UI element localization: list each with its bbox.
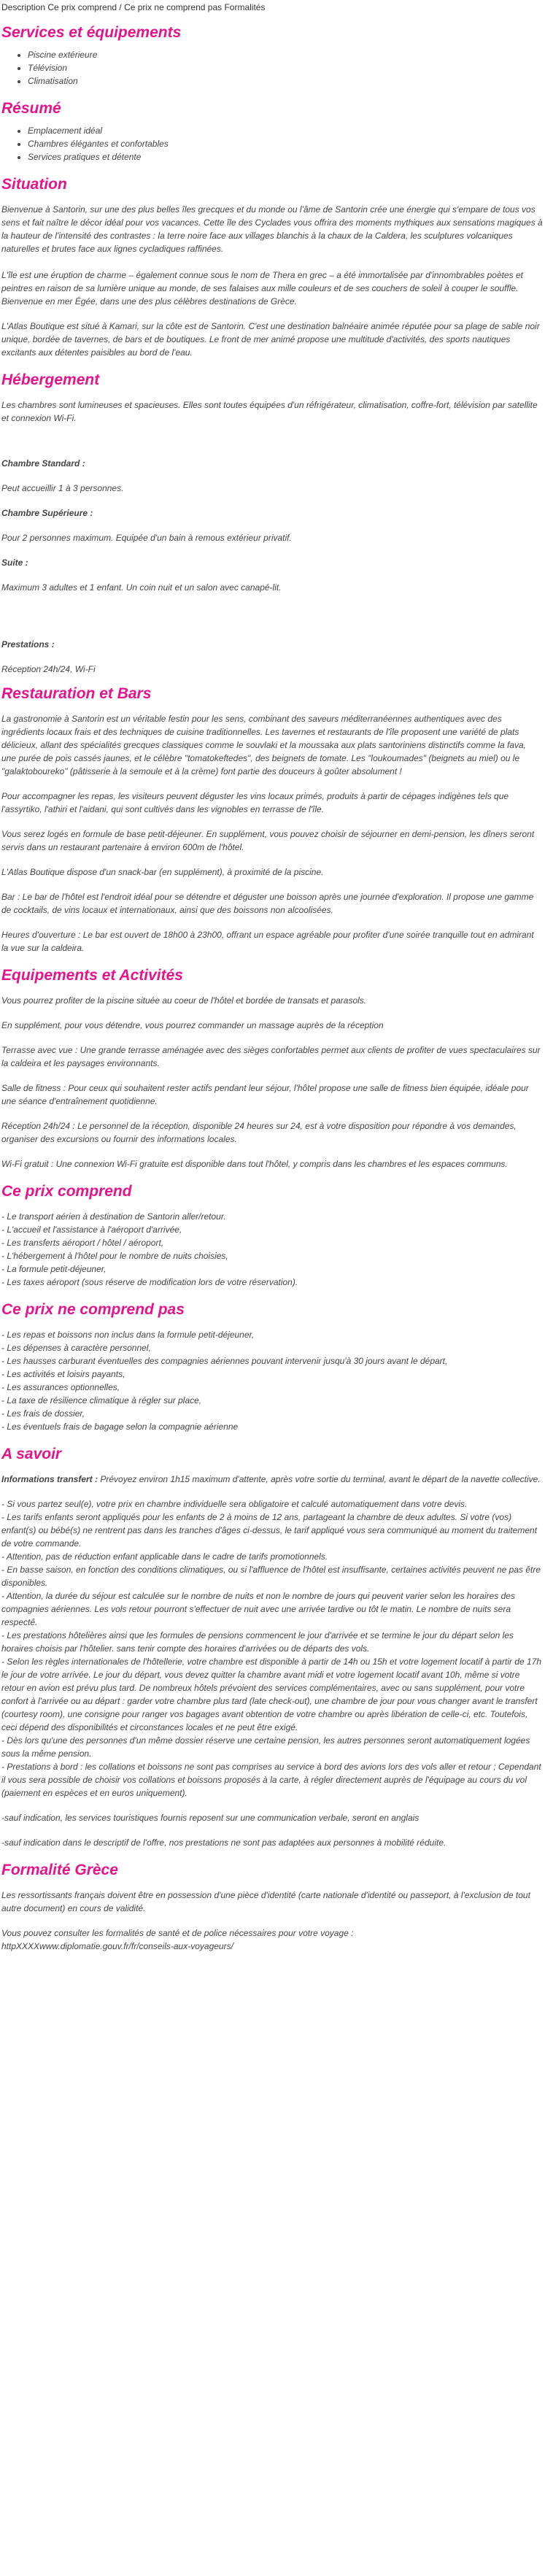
list-item: • Chambres élégantes et confortables [28, 137, 543, 150]
restauration-paragraph: Vous serez logés en formule de base petit-déjeuner. En supplément, vous pouvez choisir de séjourner en demi-pension, les dîners seront servis dans un restaurant partenaire à environ 600m de l'hôtel. [1, 829, 535, 852]
services-list [1, 48, 543, 88]
a-savoir-item: - Les tarifs enfants seront appliqués pour les enfants de 2 à moins de 12 ans, partageant la chambre de deux adultes. Si votre (vos) enfant(s) ou bébé(s) ne rentrent pas dans les tranches d'âges ci-dessus, le tarif appliqué vous sera communiqué au moment du traitement de votre commande. [1, 1512, 538, 1549]
a-savoir-item: - Les prestations hôtelières ainsi que les formules de pensions commencent le jour d'arrivée et se termine le jour du départ selon les horaires choisis par l'hôtelier. sans tenir compte des horaires d'arrivées ou de départs des vols. [1, 1630, 514, 1654]
transfert-label: Informations transfert : [1, 1474, 98, 1484]
list-item: • Piscine extérieure [28, 48, 543, 61]
equipements-paragraph: Terrasse avec vue : Une grande terrasse aménagée avec des sièges confortables permet aux clients de profiter de vues spectaculaires sur la caldeira et les paysages environnants. [1, 1045, 541, 1068]
ne-comprend-item: - Les frais de dossier, [1, 1408, 85, 1419]
a-savoir-item: - Dès lors qu'une des personnes d'un même dossier réserve une certaine pension, les autres personnes seront automatiquement logées sous la même pension. [1, 1735, 530, 1759]
situation-paragraph: L'Atlas Boutique est situé à Kamari, sur la côte est de Santorin. C'est une destination balnéaire animée réputée pour sa plage de sable noir unique, bordée de tavernes, de bars et de boutiques. Le front de mer animé propose une multitude d'activités, des sports nautiques excitants aux détentes paisibles au bord de l'eau. [1, 321, 540, 358]
list-item: • Télévision [28, 61, 543, 74]
equipements-paragraph: Réception 24h/24 : Le personnel de la réception, disponible 24 heures sur 24, est à votre disposition pour répondre à vos demandes, organiser des excursions ou fournir des informations locales. [1, 1121, 517, 1144]
a-savoir-item: - Si vous partez seul(e), votre prix en chambre individuelle sera obligatoire et calculé automatiquement dans votre devis. [1, 1499, 468, 1509]
room-suite-text: Maximum 3 adultes et 1 enfant. Un coin nuit et un salon avec canapé-lit. [1, 582, 282, 593]
restauration-paragraph: Pour accompagner les repas, les visiteurs peuvent déguster les vins locaux primés, produits à partir de cépages indigènes tels que l'assyrtiko, l'athiri et l'aidani, qui sont cultivés dans les vignobles en terrasse de l'île. [1, 791, 509, 814]
hebergement-paragraph: Les chambres sont lumineuses et spacieuses. Elles sont toutes équipées d'un réfrigérateur, climatisation, coffre-fort, télévision par satellite et connexion Wi-Fi. [1, 400, 538, 423]
room-suite-label: Suite : [1, 558, 28, 568]
equipements-paragraph: En supplément, pour vous détendre, vous pourrez commander un massage auprès de la réception [1, 1020, 384, 1030]
ne-comprend-item: - Les repas et boissons non inclus dans la formule petit-déjeuner, [1, 1330, 255, 1340]
a-savoir-item: - En basse saison, en fonction des conditions climatiques, ou si l'affluence de l'hôtel est insuffisante, certaines activités peuvent ne pas être disponibles. [1, 1565, 541, 1588]
room-superieure-text: Pour 2 personnes maximum. Equipée d'un bain à remous extérieur privatif. [1, 533, 292, 543]
situation-paragraph: L'île est une éruption de charme – également connue sous le nom de Thera en grec – a été immortalisée par d'innombrables poètes et peintres en raison de sa lumière unique au monde, de ses falaises aux mille couleurs et de ses couchers de soleil à couper le souffle. Bienvenue en mer Égée, dans une des plus célèbres destinations de Grèce. [1, 270, 524, 306]
equipements-paragraph: Vous pourrez profiter de la piscine située au coeur de l'hôtel et bordée de transats et parasols. [1, 995, 367, 1006]
equipements-title: Equipements et Activités [1, 967, 183, 984]
description-tabs-line: Description Ce prix comprend / Ce prix ne comprend pas Formalités [1, 2, 266, 12]
resume-list [1, 124, 543, 163]
comprend-item: - L'accueil et l'assistance à l'aéroport d'arrivée, [1, 1225, 182, 1235]
ne-comprend-item: - Les hausses carburant éventuelles des compagnies aériennes pouvant intervenir jusqu'à 30 jours avant le départ, [1, 1356, 448, 1366]
restauration-title: Restauration et Bars [1, 685, 152, 702]
services-title: Services et équipements [1, 24, 182, 41]
hebergement-title: Hébergement [1, 371, 100, 388]
list-item: • Climatisation [28, 74, 543, 88]
ne-comprend-item: - Les activités et loisirs payants, [1, 1369, 125, 1379]
ne-comprend-item: - Les éventuels frais de bagage selon la compagnie aérienne [1, 1422, 239, 1432]
prestations-label: Prestations : [1, 639, 55, 649]
equipements-paragraph: Salle de fitness : Pour ceux qui souhaitent rester actifs pendant leur séjour, l'hôtel propose une salle de fitness bien équipée, idéale pour une séance d'entraînement quotidienne. [1, 1083, 529, 1106]
formalite-paragraph: Les ressortissants français doivent être en possession d'une pièce d'identité (carte nationale d'identité ou passeport, à l'exclusion de tout autre document) en cours de validité. [1, 1890, 530, 1913]
comprend-item: - Le transport aérien à destination de Santorin aller/retour. [1, 1211, 226, 1222]
a-savoir-title: A savoir [1, 1446, 62, 1462]
room-superieure-label: Chambre Supérieure : [1, 508, 93, 518]
list-item: • Emplacement idéal [28, 124, 543, 137]
resume-title: Résumé [1, 100, 61, 117]
equipements-paragraph: Wi-Fi gratuit : Une connexion Wi-Fi gratuite est disponible dans tout l'hôtel, y compris dans les chambres et les espaces communs. [1, 1159, 508, 1169]
room-standard-label: Chambre Standard : [1, 458, 85, 468]
situation-title: Situation [1, 176, 67, 193]
comprend-item: - Les taxes aéroport (sous réserve de modification lors de votre réservation). [1, 1277, 298, 1287]
restauration-paragraph: Bar : Le bar de l'hôtel est l'endroit idéal pour se détendre et déguster une boisson après une journée d'exploration. Il propose une gamme de cocktails, de vins locaux et internationaux, ainsi que des boissons non alcoolisées. [1, 892, 534, 915]
formalite-url: httpXXXXwww.diplomatie.gouv.fr/fr/conseils-aux-voyageurs/ [1, 1941, 233, 1951]
comprend-item: - La formule petit-déjeuner, [1, 1264, 107, 1274]
restauration-paragraph: L'Atlas Boutique dispose d'un snack-bar (en supplément), à proximité de la piscine. [1, 867, 324, 877]
room-standard-text: Peut accueillir 1 à 3 personnes. [1, 483, 124, 493]
a-savoir-note: -sauf indication, les services touristiques fournis reposent sur une communication verbale, seront en anglais [1, 1813, 419, 1823]
ne-comprend-item: - Les dépenses à caractère personnel, [1, 1343, 151, 1353]
list-item: • Services pratiques et détente [28, 150, 543, 163]
comprend-item: - L'hébergement à l'hôtel pour le nombre de nuits choisies, [1, 1251, 228, 1261]
comprend-title: Ce prix comprend [1, 1183, 132, 1200]
ne-comprend-title: Ce prix ne comprend pas [1, 1301, 185, 1318]
a-savoir-item: - Attention, la durée du séjour est calculée sur le nombre de nuits et non le nombre de jours qui peuvent varier selon les horaires des compagnies aériennes. Les vols retour pourront s'effectuer de nuit avec une arrivée tardive ou tôt le matin. Le nombre de nuits sera respecté. [1, 1591, 515, 1627]
formalite-paragraph: Vous pouvez consulter les formalités de santé et de police nécessaires pour votre voyage : [1, 1928, 354, 1938]
a-savoir-item: - Prestations à bord : les collations et boissons ne sont pas comprises au service à bord des avions lors des vols aller et retour ; Cependant il vous sera possible de choisir vos collations et boissons proposés à la carte, à régler directement auprès de l'équipage au cours du vol (paiement en espèces et en euros uniquement). [1, 1762, 541, 1798]
a-savoir-item: - Attention, pas de réduction enfant applicable dans le cadre de tarifs promotionnels. [1, 1551, 328, 1562]
transfert-info [1, 1473, 543, 1486]
transfert-text: Prévoyez environ 1h15 maximum d'attente, après votre sortie du terminal, avant le départ de la navette collective. [98, 1474, 541, 1484]
restauration-paragraph: La gastronomie à Santorin est un véritable festin pour les sens, combinant des saveurs méditerranéennes authentiques avec des ingrédients locaux frais et des techniques de cuisine traditionnelles. Les tavernes et restaurants de l'île proposent une variété de plats délicieux, allant des spécialités grecques classiques comme le souvlaki et la moussaka aux plats santoriniens distinctifs comme la fava, une purée de pois cassés jaunes, et le célèbre "tomatokeftedes", des beignets de tomate. Les "loukoumades" (beignets au miel) ou le "galaktoboureko" (pâtisserie à la semoule et à la crème) font partie des douceurs à goûter absolument ! [1, 714, 527, 776]
comprend-item: - Les transferts aéroport / hôtel / aéroport, [1, 1238, 164, 1248]
restauration-paragraph: Heures d'ouverture : Le bar est ouvert de 18h00 à 23h00, offrant un espace agréable pour profiter d'une soirée tranquille tout en admirant la vue sur la caldeira. [1, 930, 534, 953]
situation-paragraph: Bienvenue à Santorin, sur une des plus belles îles grecques et du monde ou l'âme de Santorin crée une énergie qui s'empare de tous vos sens et fait naître le décor idéal pour vos vacances. Cette île des Cyclades vous offrira des moments mythiques aux sensations magiques à la hauteur de l'intensité des contrastes : la terre noire face aux villages blanchis à la chaux de la Caldera, les sculptures volcaniques naturelles et brutes face aux lignes cycladiques raffinées. [1, 204, 543, 254]
ne-comprend-item: - La taxe de résilience climatique à régler sur place, [1, 1395, 202, 1405]
prestations-text: Réception 24h/24, Wi-Fi [1, 664, 96, 674]
a-savoir-item: - Selon les règles internationales de l'hôtellerie, votre chambre est disponible à partir de 14h ou 15h et votre logement locatif à partir de 17h le jour de votre arrivée. Le jour du départ, vous devez quitter la chambre avant midi et votre logement locatif avant 10h, même si votre retour en avion est prévu plus tard. De nombreux hôtels prévoient des services complémentaires, avec ou sans supplément, pour votre confort à l'arrivée ou au départ : garder votre chambre plus tard (late check-out), une chambre de jour pour vous changer avant le transfert (courtesy room), une consigne pour ranger vos bagages avant obtention de votre chambre ou après libération de celle-ci, etc. Toutefois, ceci dépend des disponibilités et circonstances locales et ne peut être exigé. [1, 1657, 542, 1732]
a-savoir-note: -sauf indication dans le descriptif de l'offre, nos prestations ne sont pas adaptées aux personnes à mobilité réduite. [1, 1837, 446, 1848]
formalite-title: Formalité Grèce [1, 1862, 118, 1878]
ne-comprend-item: - Les assurances optionnelles, [1, 1382, 120, 1392]
